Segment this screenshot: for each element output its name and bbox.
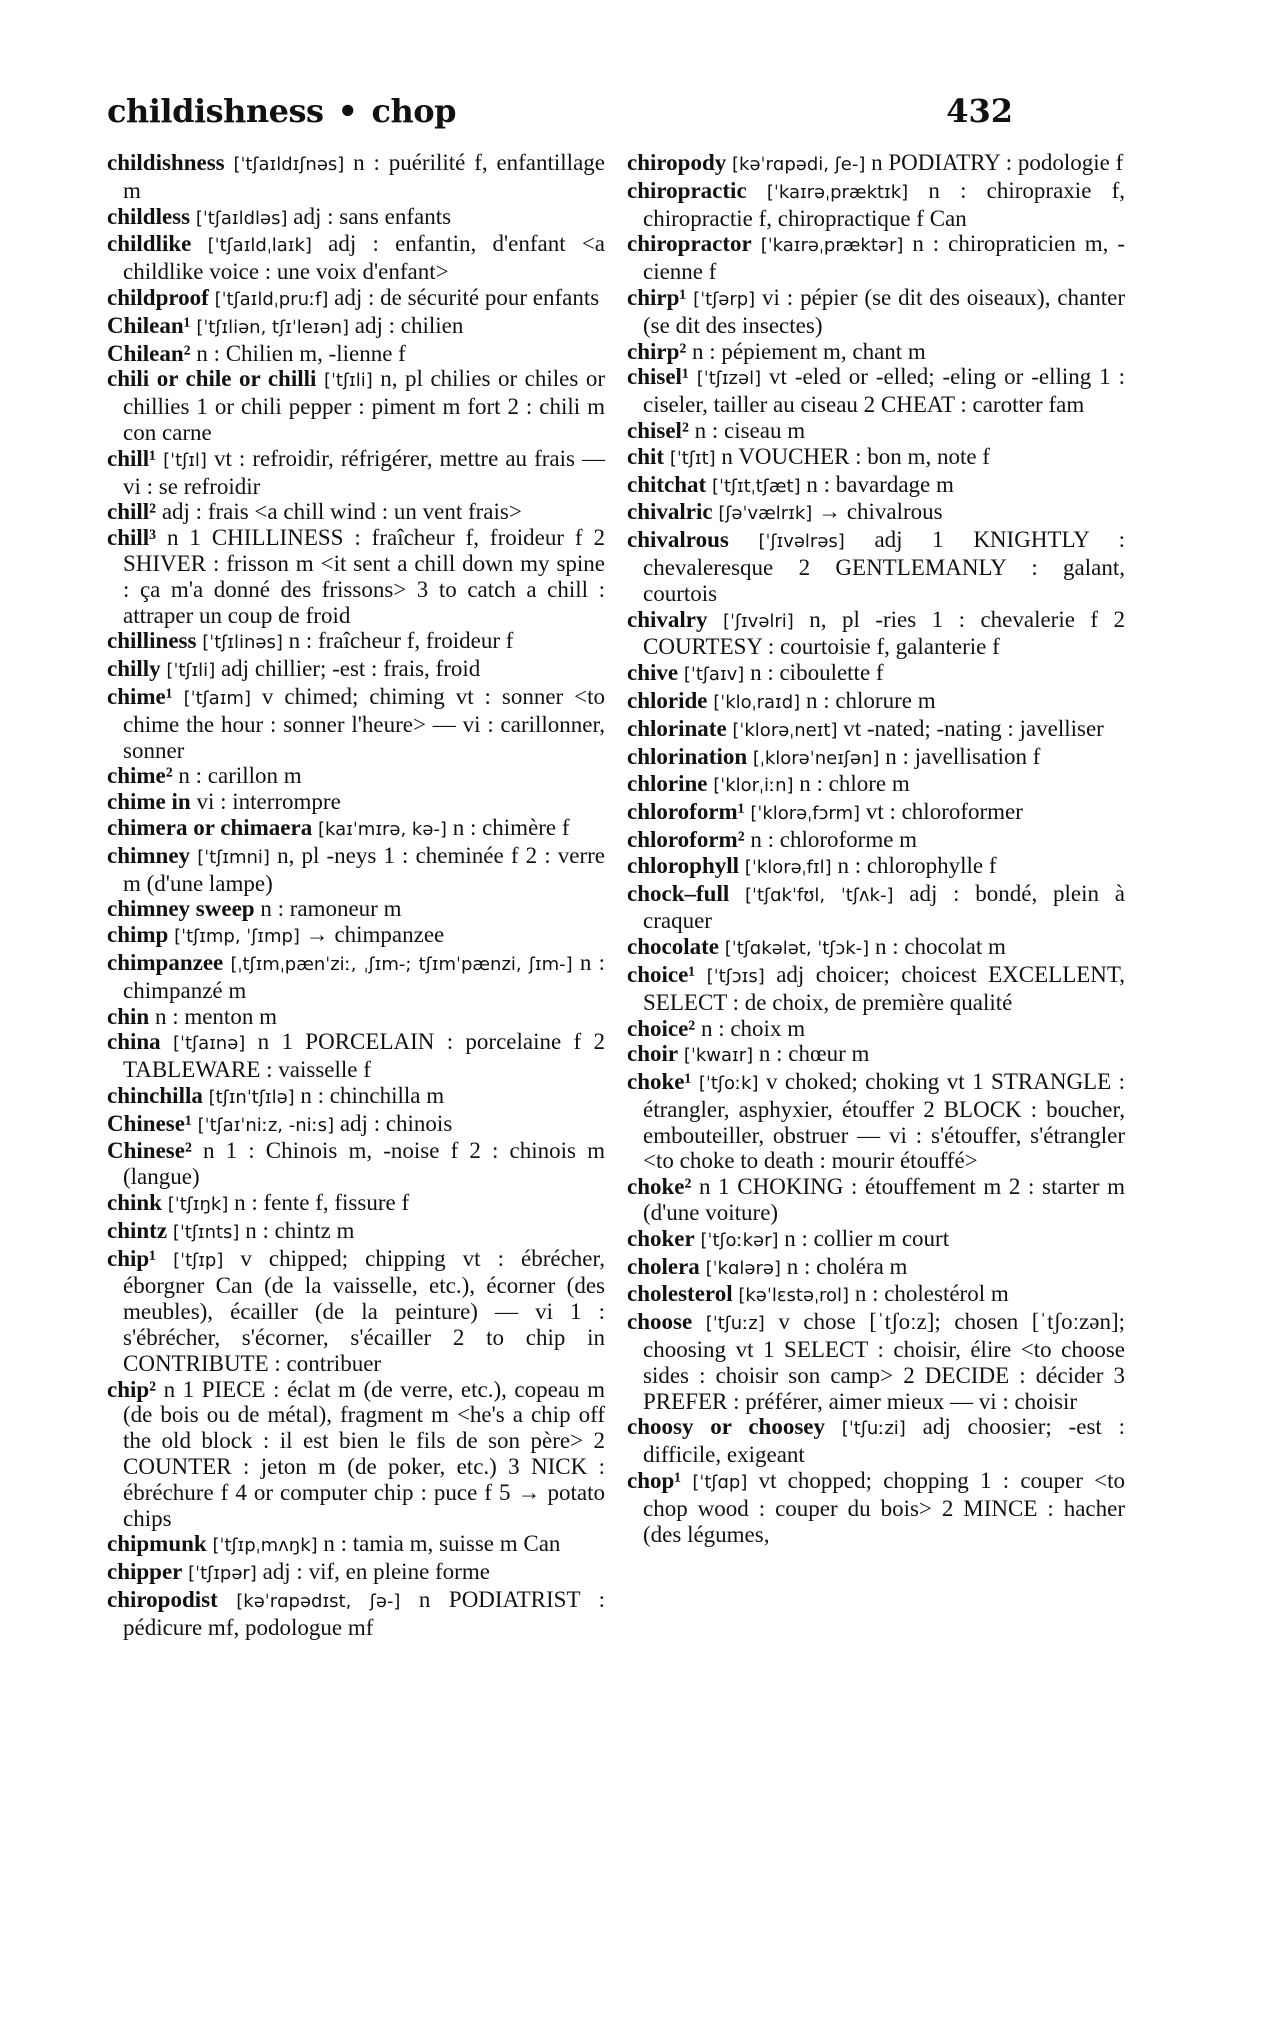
entry-definition: n 1 CHOKING : étouffement m 2 : starter m (d'une voiture)	[643, 1174, 1126, 1226]
entry-pronunciation: [ˈtʃaɪldˌlaɪk]	[207, 235, 312, 257]
dictionary-entry	[107, 1004, 605, 1030]
entry-separator	[161, 1029, 173, 1054]
entry-pronunciation: [ˌtʃɪmˌpænˈziː, ˌʃɪm-; tʃɪmˈpænzi, ʃɪm-]	[230, 953, 573, 975]
entry-definition: vt : chloroformer	[860, 799, 1023, 825]
entry-definition: adj : bondé, plein à craquer	[643, 880, 1125, 934]
dictionary-entry	[627, 444, 1125, 472]
entry-separator	[708, 607, 723, 632]
entry-headword: chit	[627, 443, 665, 469]
entry-definition: v chose [ˈtʃoːz]; chosen [ˈtʃoːzən]; choosing vt 1 SELECT : choisir, élire <to choose sides : choisir son camp> 2 DECIDE : décider 3 PREFER : préférer, aimer mieux — vi : choisir	[643, 1309, 1126, 1414]
dictionary-entry	[627, 688, 1125, 716]
entry-pronunciation: [ˈʃɪvəlri]	[722, 610, 794, 632]
entry-separator	[729, 881, 745, 906]
entry-definition: n : chocolat m	[869, 934, 1006, 960]
entry-headword: chili or chile or chilli	[107, 366, 317, 392]
entry-definition: v choked; choking vt 1 STRANGLE : étrangler, asphyxier, étouffer 2 BLOCK : boucher, embouteiller, obstruer — vi : s'étouffer, s'étrangler <to choke to death : mourir étouffé>	[643, 1069, 1126, 1174]
dictionary-entry	[107, 763, 605, 789]
entry-pronunciation: [kəˈlɛstəˌrol]	[738, 1285, 850, 1307]
dictionary-entry	[627, 744, 1125, 772]
left-column	[107, 150, 605, 1641]
entry-pronunciation: [ˈtʃɪzəl]	[696, 368, 762, 390]
entry-headword: cholera	[627, 1253, 700, 1279]
dictionary-entry	[627, 660, 1125, 688]
entry-headword: chimp	[107, 922, 169, 948]
dictionary-entry	[107, 1111, 605, 1139]
entry-headword: chivalrous	[627, 527, 729, 553]
entry-definition: adj : chilien	[349, 312, 464, 338]
entry-headword: chimney	[107, 842, 191, 868]
entry-headword: childishness	[107, 150, 225, 175]
entry-headword: chill²	[107, 499, 157, 525]
entry-definition: n : chimère f	[446, 814, 570, 840]
entry-pronunciation: [ˈtʃɑkˈfʊl, ˈtʃʌk-]	[745, 884, 894, 906]
entry-definition: n : ciboulette f	[744, 660, 884, 686]
entry-pronunciation: [ˈtʃɪmp, ˈʃɪmp]	[174, 926, 300, 948]
entry-headword: chiropractor	[627, 231, 752, 257]
entry-pronunciation: [ˈklorəˌfɔrm]	[750, 803, 861, 825]
entry-separator	[156, 1246, 173, 1271]
entry-definition: vt : refroidir, réfrigérer, mettre au frais — vi : se refroidir	[123, 445, 605, 499]
entry-definition: n : chœur m	[753, 1041, 870, 1067]
entry-headword: chimpanzee	[107, 949, 224, 975]
entry-definition: n : pépiement m, chant m	[692, 338, 926, 364]
dictionary-entry	[107, 1246, 605, 1377]
entry-headword: chloroform²	[627, 826, 745, 852]
entry-headword: choice¹	[627, 961, 696, 987]
entry-headword: chill¹	[107, 445, 157, 471]
entry-headword: china	[107, 1029, 161, 1055]
entry-definition: vi : interrompre	[196, 789, 341, 815]
dictionary-entry	[107, 656, 605, 684]
dictionary-entry	[107, 1138, 605, 1190]
entry-headword: chivalry	[627, 606, 708, 632]
dictionary-entry	[627, 881, 1125, 935]
dictionary-entry	[627, 418, 1125, 444]
entry-separator	[825, 1414, 842, 1439]
dictionary-entry	[107, 446, 605, 500]
entry-headword: choke²	[627, 1174, 692, 1200]
entry-headword: chisel¹	[627, 364, 689, 390]
dictionary-entry	[107, 499, 605, 525]
entry-pronunciation: [ˈtʃɑp]	[692, 1472, 748, 1494]
entry-definition: n : chintz m	[239, 1217, 355, 1243]
entry-pronunciation: [kəˈrɑpədɪst, ʃə-]	[236, 1591, 401, 1613]
entry-separator	[192, 1138, 203, 1163]
entry-headword: chocolate	[627, 934, 719, 960]
entry-headword: chime in	[107, 789, 191, 815]
dictionary-entry	[627, 1309, 1125, 1414]
entry-headword: cholesterol	[627, 1281, 733, 1307]
dictionary-entry	[627, 607, 1125, 661]
dictionary-entry	[107, 950, 605, 1004]
dictionary-entry	[627, 1226, 1125, 1254]
entry-headword: choir	[627, 1041, 679, 1067]
entry-definition: vt chopped; chopping 1 : couper <to chop wood : couper du bois> 2 MINCE : hacher (des légumes,	[643, 1468, 1126, 1547]
entry-headword: chlorination	[627, 743, 748, 769]
dictionary-entry	[627, 1254, 1125, 1282]
entry-headword: chime¹	[107, 683, 173, 709]
dictionary-entry	[107, 815, 605, 843]
dictionary-entry	[107, 1531, 605, 1559]
guide-separator: •	[337, 92, 358, 130]
entry-headword: choosy or choosey	[627, 1414, 825, 1440]
entry-headword: Chilean²	[107, 340, 191, 366]
entry-headword: chip²	[107, 1376, 157, 1402]
dictionary-entry	[107, 1218, 605, 1246]
dictionary-entry	[107, 204, 605, 232]
entry-pronunciation: [ˌklorəˈneɪʃən]	[752, 747, 880, 769]
entry-headword: chivalric	[627, 499, 713, 525]
entry-headword: chimney sweep	[107, 896, 255, 922]
entry-definition: n : chlore m	[793, 771, 910, 797]
entry-headword: choker	[627, 1225, 695, 1251]
entry-definition: n VOUCHER : bon m, note f	[715, 443, 990, 469]
entry-pronunciation: [ˈtʃaɪm]	[183, 687, 251, 709]
entry-pronunciation: [ˈkloˌraɪd]	[713, 691, 801, 713]
dictionary-entry	[627, 1174, 1125, 1226]
entry-definition: n : Chilien m, -lienne f	[196, 340, 406, 366]
entry-pronunciation: [ˈʃɪvəlrəs]	[758, 531, 845, 553]
entry-headword: chlorinate	[627, 715, 727, 741]
dictionary-entry	[627, 1041, 1125, 1069]
dictionary-entry	[627, 150, 1125, 178]
entry-separator	[173, 684, 184, 709]
dictionary-entry	[627, 1468, 1125, 1547]
entry-definition: n, pl chilies or chiles or chillies 1 or chili pepper : piment m fort 2 : chili m con carne	[123, 366, 606, 445]
dictionary-entry	[107, 285, 605, 313]
entry-headword: chitchat	[627, 471, 707, 497]
entry-definition: → chivalrous	[812, 499, 943, 525]
entry-headword: chill³	[107, 525, 157, 551]
entry-separator	[691, 1174, 699, 1199]
entry-headword: chirp¹	[627, 284, 687, 310]
dictionary-entry	[107, 341, 605, 367]
entry-definition: n 1 PIECE : éclat m (de verre, etc.), copeau m (de bois ou de métal), fragment m <he's a chip off the old block : il est bien le fils de son père> 2 COUNTER : jeton m (de poker, etc.) 3 NICK : ébréchure f 4 or computer chip : puce f 5 → potato chips	[123, 1376, 605, 1531]
entry-pronunciation: [ˈklorəˌneɪt]	[732, 719, 838, 741]
entry-headword: chloride	[627, 687, 708, 713]
entry-pronunciation: [ˈtʃɪnts]	[172, 1221, 240, 1243]
entry-definition: n, pl -ries 1 : chevalerie f 2 COURTESY : courtoisie f, galanterie f	[643, 606, 1126, 660]
dictionary-entry	[627, 285, 1125, 339]
dictionary-entry	[627, 472, 1125, 500]
entry-pronunciation: [ˈtʃɪlinəs]	[202, 632, 283, 654]
entry-definition: adj : enfantin, d'enfant <a childlike voice : une voix d'enfant>	[123, 231, 605, 285]
entry-separator	[316, 366, 324, 391]
dictionary-entry	[627, 1069, 1125, 1174]
entry-headword: chimera or chimaera	[107, 814, 313, 840]
entry-headword: chlorophyll	[627, 852, 740, 878]
entry-pronunciation: [ˈtʃɪl]	[163, 449, 207, 471]
entry-pronunciation: [ˈtʃɪmni]	[197, 846, 270, 868]
entry-headword: chintz	[107, 1217, 168, 1243]
entry-definition: adj choosier; -est : difficile, exigeant	[643, 1414, 1126, 1468]
entry-pronunciation: [ˈkwaɪr]	[683, 1045, 754, 1067]
entry-pronunciation: [tʃɪnˈtʃɪlə]	[208, 1086, 295, 1108]
entry-headword: chisel²	[627, 417, 689, 443]
entry-definition: n : chlorophylle f	[831, 852, 997, 878]
entry-headword: chiropractic	[627, 177, 747, 203]
entry-pronunciation: [ˈtʃɪliən, tʃɪˈleɪən]	[196, 316, 350, 338]
entry-definition: n : menton m	[154, 1003, 277, 1029]
entry-definition: → chimpanzee	[299, 922, 445, 948]
entry-separator	[156, 1377, 164, 1402]
entry-definition: n : fraîcheur f, froideur f	[282, 628, 514, 654]
entry-separator	[218, 1587, 236, 1612]
entry-headword: Chinese²	[107, 1138, 192, 1164]
dictionary-entry	[627, 1281, 1125, 1309]
entry-definition: vt -nated; -nating : javelliser	[837, 715, 1104, 741]
entry-separator	[681, 1468, 692, 1493]
entry-headword: chop¹	[627, 1468, 682, 1494]
entry-pronunciation: [ˈkaɪrəˌpræktɪk]	[766, 181, 909, 203]
guide-word-last: chop	[371, 92, 456, 130]
entry-definition: n : choix m	[700, 1015, 806, 1041]
entry-pronunciation: [ˈtʃuːz]	[705, 1313, 765, 1335]
entry-pronunciation: [ˈtʃoːk]	[698, 1073, 759, 1095]
entry-headword: chinchilla	[107, 1082, 203, 1108]
entry-definition: vt -eled or -elled; -eling or -elling 1 : ciseler, tailler au ciseau 2 CHEAT : carotter fam	[643, 364, 1126, 418]
right-column	[627, 150, 1125, 1547]
entry-pronunciation: [ˈtʃɔɪs]	[706, 965, 765, 987]
dictionary-entry	[627, 339, 1125, 365]
entry-definition: adj : chinois	[334, 1110, 453, 1136]
entry-definition: n : puérilité f, enfantillage m	[123, 150, 605, 203]
page-number: 432	[946, 92, 1013, 130]
entry-definition: n 1 CHILLINESS : fraîcheur f, froideur f 2 SHIVER : frisson m <it sent a chill down my spine : ça m'a donné des frissons> 3 to catch a chill : attraper un coup de froid	[123, 525, 605, 628]
entry-pronunciation: [ˈtʃaɪv]	[683, 664, 745, 686]
dictionary-entry	[107, 1559, 605, 1587]
dictionary-entry	[627, 231, 1125, 285]
dictionary-entry	[627, 1414, 1125, 1468]
entry-pronunciation: [ˈtʃoːkər]	[700, 1229, 779, 1251]
dictionary-entry	[107, 1190, 605, 1218]
entry-headword: choose	[627, 1309, 693, 1335]
entry-separator	[692, 1309, 706, 1334]
entry-definition: adj choicer; choicest EXCELLENT, SELECT : de choix, de première qualité	[643, 961, 1126, 1015]
entry-headword: chilly	[107, 656, 161, 682]
entry-headword: chip¹	[107, 1245, 157, 1271]
entry-pronunciation: [ˈtʃɑkələt, ˈtʃɔk-]	[724, 938, 870, 960]
entry-pronunciation: [ˈtʃərp]	[693, 288, 756, 310]
entry-definition: n : tamia m, suisse m Can	[317, 1531, 561, 1557]
entry-definition: n : chimpanzé m	[123, 949, 606, 1003]
dictionary-entry	[107, 150, 605, 204]
entry-pronunciation: [ˈtʃɪli]	[323, 370, 373, 392]
entry-headword: childlike	[107, 231, 192, 257]
entry-definition: n : choléra m	[780, 1253, 908, 1279]
entry-definition: adj chillier; -est : frais, froid	[215, 656, 481, 682]
dictionary-entry	[107, 843, 605, 897]
entry-definition: n : fente f, fissure f	[228, 1190, 410, 1216]
dictionary-entry	[627, 799, 1125, 827]
entry-definition: n 1 : Chinois m, -noise f 2 : chinois m (langue)	[123, 1138, 605, 1190]
dictionary-entry	[107, 525, 605, 628]
dictionary-entry	[107, 1587, 605, 1641]
dictionary-entry	[627, 827, 1125, 853]
dictionary-entry	[627, 364, 1125, 418]
dictionary-entry	[627, 527, 1125, 606]
entry-pronunciation: [ˈklorəˌfɪl]	[744, 856, 832, 878]
entry-headword: chilliness	[107, 628, 197, 654]
dictionary-entry	[627, 962, 1125, 1016]
entry-headword: chime²	[107, 763, 173, 789]
page-header	[107, 92, 1013, 142]
dictionary-entry	[107, 922, 605, 950]
entry-pronunciation: [ˈtʃaɪldɪʃnəs]	[233, 154, 345, 175]
entry-pronunciation: [kaɪˈmɪrə, kə-]	[317, 818, 447, 840]
dictionary-entry	[107, 231, 605, 285]
dictionary-entry	[627, 499, 1125, 527]
entry-pronunciation: [ˈtʃɪŋk]	[167, 1194, 229, 1216]
entry-headword: chloroform¹	[627, 799, 745, 825]
dictionary-entry	[107, 789, 605, 815]
entry-pronunciation: [ˈkaɪrəˌpræktər]	[760, 235, 904, 257]
entry-headword: childproof	[107, 284, 209, 310]
guide-word-first: childishness	[107, 92, 324, 130]
entry-definition: vi : pépier (se dit des oiseaux), chanter (se dit des insectes)	[643, 284, 1125, 338]
entry-definition: n : ramoneur m	[260, 896, 402, 922]
entry-pronunciation: [ˈtʃuːzi]	[841, 1418, 906, 1440]
entry-definition: v chipped; chipping vt : ébrécher, éborgner Can (de la vaisselle, etc.), écorner (des meubles), écailler (de la peinture) — vi 1 : s'ébrécher, s'écorner, s'écailler 2 to chip in CONTRIBUTE : contribuer	[123, 1245, 606, 1376]
entry-separator	[752, 231, 761, 256]
entry-headword: chock–full	[627, 880, 730, 906]
guide-words	[107, 92, 456, 130]
entry-pronunciation: [ˈtʃɪtˌtʃæt]	[711, 475, 801, 497]
entry-headword: Chinese¹	[107, 1110, 192, 1136]
entry-separator	[695, 962, 706, 987]
entry-definition: n PODIATRIST : pédicure mf, podologue mf	[123, 1587, 605, 1640]
entry-definition: n : chinchilla m	[294, 1082, 445, 1108]
dictionary-entry	[627, 1016, 1125, 1042]
entry-definition: adj 1 KNIGHTLY : chevaleresque 2 GENTLEMANLY : galant, courtois	[643, 527, 1126, 606]
dictionary-entry	[107, 366, 605, 445]
entry-headword: chink	[107, 1190, 162, 1216]
entry-definition: n : chlorure m	[800, 687, 936, 713]
entry-definition: n : chiropraticien m, -cienne f	[643, 231, 1125, 285]
entry-headword: chirp²	[627, 338, 687, 364]
entry-definition: n : chiropraxie f, chiropractie f, chiropractique f Can	[643, 177, 1126, 231]
entry-headword: choke¹	[627, 1069, 692, 1095]
entry-pronunciation: [ˈtʃɪli]	[166, 660, 216, 682]
entry-headword: chive	[627, 660, 679, 686]
dictionary-entry	[107, 313, 605, 341]
dictionary-entry	[107, 896, 605, 922]
entry-separator	[691, 1069, 698, 1094]
entry-pronunciation: [ˈtʃɪpər]	[188, 1563, 257, 1585]
entry-separator	[689, 364, 697, 389]
entry-separator	[729, 527, 759, 552]
entry-separator	[747, 178, 767, 203]
entry-headword: chipmunk	[107, 1531, 207, 1557]
entry-definition: n : collier m court	[778, 1225, 950, 1251]
entry-pronunciation: [ˈtʃɪpˌmʌŋk]	[212, 1535, 318, 1557]
entry-pronunciation: [ˈtʃɪt]	[669, 447, 716, 469]
dictionary-entry	[627, 178, 1125, 232]
dictionary-entry	[627, 934, 1125, 962]
dictionary-entry	[627, 853, 1125, 881]
entry-headword: childless	[107, 203, 191, 229]
entry-definition: n : bavardage m	[800, 471, 954, 497]
entry-headword: chin	[107, 1003, 150, 1029]
entry-definition: n : chloroforme m	[750, 826, 918, 852]
entry-definition: n 1 PORCELAIN : porcelaine f 2 TABLEWARE : vaisselle f	[123, 1029, 605, 1083]
entry-headword: chipper	[107, 1559, 183, 1585]
dictionary-entry	[107, 1029, 605, 1083]
entry-pronunciation: [ˈtʃaɪldˌpruːf]	[214, 288, 329, 310]
entry-definition: adj : sans enfants	[287, 203, 452, 229]
entry-definition: v chimed; chiming vt : sonner <to chime the hour : sonner l'heure> — vi : carillonner, sonner	[123, 683, 605, 763]
entry-pronunciation: [ˈtʃaɪˈniːz, -niːs]	[197, 1114, 335, 1136]
entry-separator	[156, 525, 167, 550]
dictionary-entry	[107, 1083, 605, 1111]
dictionary-entry	[627, 771, 1125, 799]
entry-definition: adj : frais <a chill wind : un vent frais>	[161, 499, 522, 525]
entry-headword: Chilean¹	[107, 312, 191, 338]
entry-definition: adj : vif, en pleine forme	[256, 1559, 490, 1585]
entry-pronunciation: [ʃəˈvælrɪk]	[718, 503, 813, 525]
entry-pronunciation: [ˈklorˌiːn]	[713, 775, 794, 797]
entry-pronunciation: [ˈkɑlərə]	[705, 1257, 781, 1279]
entry-definition: n PODIATRY : podologie f	[865, 150, 1124, 175]
dictionary-entry	[627, 716, 1125, 744]
entry-pronunciation: [ˈtʃaɪldləs]	[195, 207, 288, 229]
entry-pronunciation: [kəˈrɑpədi, ʃe-]	[732, 154, 866, 175]
entry-separator	[223, 950, 230, 975]
dictionary-entry	[107, 628, 605, 656]
entry-definition: n : cholestérol m	[849, 1281, 1009, 1307]
entry-definition: n : carillon m	[178, 763, 302, 789]
entry-headword: chiropodist	[107, 1587, 218, 1613]
dictionary-entry	[107, 1377, 605, 1532]
entry-pronunciation: [ˈtʃɪp]	[173, 1249, 224, 1271]
entry-headword: chlorine	[627, 771, 708, 797]
entry-headword: choice²	[627, 1015, 696, 1041]
entry-headword: chiropody	[627, 150, 727, 175]
dictionary-entry	[107, 684, 605, 763]
entry-definition: adj : de sécurité pour enfants	[328, 284, 600, 310]
entry-pronunciation: [ˈtʃaɪnə]	[173, 1033, 246, 1055]
entry-separator	[191, 231, 207, 256]
entry-definition: n : ciseau m	[694, 417, 806, 443]
entry-definition: n : javellisation f	[879, 743, 1041, 769]
entry-definition: n, pl -neys 1 : cheminée f 2 : verre m (d'une lampe)	[123, 842, 606, 896]
